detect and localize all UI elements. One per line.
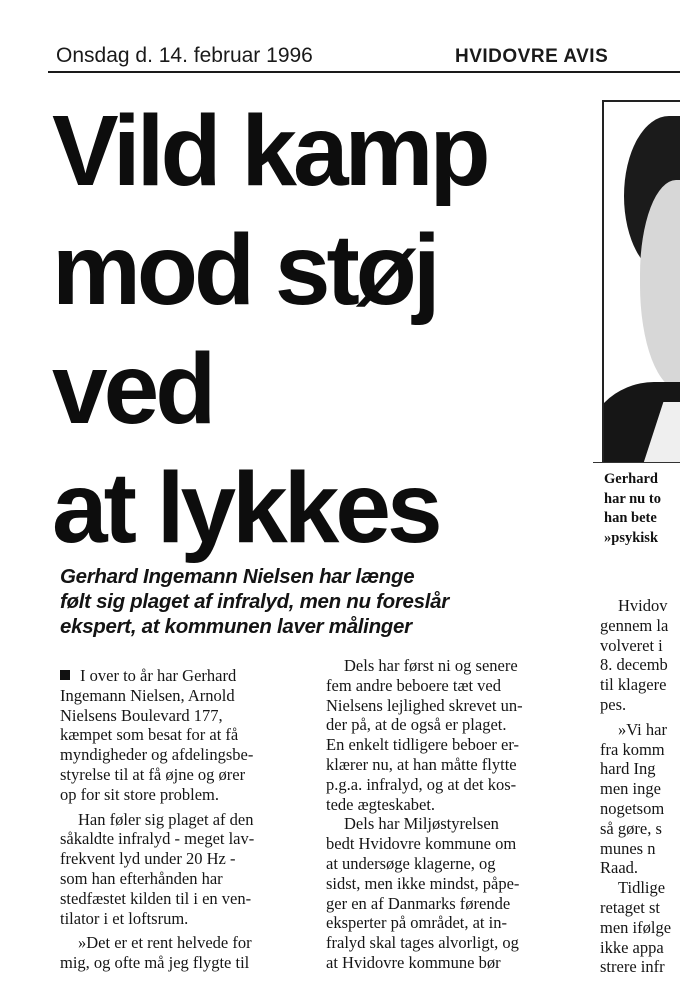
headline-line: Vild kamp: [52, 95, 487, 207]
headline-line: mod støj: [52, 214, 437, 326]
text-line: så gøre, s: [600, 818, 662, 838]
issue-date: Onsdag d. 14. februar 1996: [56, 44, 313, 67]
text-line: men inge: [600, 779, 661, 799]
text-line: frekvent lyd under 20 Hz -: [60, 849, 236, 869]
text-line: eksperter på området, at in-: [326, 913, 507, 933]
text-line: tede ægteskabet.: [326, 794, 436, 814]
text-line: bedt Hvidovre kommune om: [326, 834, 517, 854]
subhead-line: følt sig plaget af infralyd, men nu foreslår: [60, 590, 449, 613]
text-line: Raad.: [600, 858, 639, 878]
text-line: munes n: [600, 838, 656, 858]
text-line: klærer nu, at han måtte flytte: [326, 754, 517, 774]
text-line: tilator i et loftsrum.: [60, 908, 189, 928]
text-line: volveret i: [600, 635, 663, 655]
text-line: myndigheder og afdelingsbe-: [60, 745, 254, 765]
text-line: strere infr: [600, 957, 665, 977]
text-line: til klagere: [600, 675, 667, 695]
caption-line: »psykisk: [604, 529, 659, 546]
text-line: fra komm: [600, 739, 665, 759]
text-line: som han efterhånden har: [60, 868, 223, 888]
photo-caption: [604, 470, 680, 548]
text-line: Dels har Miljøstyrelsen: [344, 814, 499, 834]
portrait-photo: [602, 100, 680, 462]
article-column-1: [60, 666, 302, 973]
text-line: at undersøge klagerne, og: [326, 853, 496, 873]
subhead-line: Gerhard Ingemann Nielsen har længe: [60, 565, 415, 588]
text-line: Ingemann Nielsen, Arnold: [60, 685, 235, 705]
text-line: kæmpet som besat for at få: [60, 725, 239, 745]
paragraph: [60, 810, 302, 929]
headline-line: at lykkes: [52, 452, 439, 564]
text-line: nogetsom: [600, 798, 665, 818]
paragraph: [600, 720, 680, 878]
text-line: »Det er et rent helvede for: [78, 933, 252, 953]
text-line: gennem la: [600, 615, 669, 635]
text-line: fem andre beboere tæt ved: [326, 675, 502, 695]
text-line: Nielsens Boulevard 177,: [60, 705, 223, 725]
text-line: såkaldte infralyd - meget lav-: [60, 829, 255, 849]
masthead: [0, 38, 680, 78]
text-line: der på, at de også er plaget.: [326, 715, 507, 735]
paragraph: [600, 878, 680, 977]
text-line: mig, og ofte må jeg flygte til: [60, 953, 250, 973]
text-line: ikke appa: [600, 937, 664, 957]
text-line: En enkelt tidligere beboer er-: [326, 735, 519, 755]
text-line: Nielsens lejlighed skrevet un-: [326, 695, 523, 715]
text-line: retaget st: [600, 897, 661, 917]
article-column-2: [326, 656, 576, 973]
text-line: »Vi har: [618, 719, 667, 739]
text-line: fralyd skal tages alvorligt, og: [326, 933, 519, 953]
text-line: at Hvidovre kommune bør: [326, 952, 501, 972]
paragraph: [326, 656, 576, 814]
masthead-rule: [48, 71, 680, 73]
newspaper-name: HVIDOVRE AVIS: [455, 46, 609, 67]
text-line: Han føler sig plaget af den: [78, 809, 254, 829]
text-line: men ifølge: [600, 917, 672, 937]
caption-line: han bete: [604, 510, 657, 526]
text-line: op for sit store problem.: [60, 784, 220, 804]
text-line: hard Ing: [600, 759, 656, 779]
article-column-3-cropped: [600, 596, 680, 977]
text-line: stedfæstet kilden til i en ven-: [60, 888, 252, 908]
text-line: Dels har først ni og senere: [344, 656, 518, 675]
subhead-line: ekspert, at kommunen laver målinger: [60, 615, 412, 638]
headline-line: ved: [52, 333, 213, 445]
text-line: Hvidov: [618, 596, 668, 615]
text-line: I over to år har Gerhard: [80, 666, 237, 685]
paragraph: [326, 814, 576, 972]
paragraph: [600, 596, 680, 715]
paragraph: [60, 666, 302, 805]
square-bullet-icon: [60, 670, 70, 680]
text-line: ger en af Danmarks førende: [326, 893, 511, 913]
text-line: 8. decemb: [600, 655, 668, 675]
text-line: Tidlige: [618, 878, 666, 898]
text-line: sidst, men ikke mindst, påpe-: [326, 873, 520, 893]
subheadline: [60, 564, 580, 639]
text-line: styrelse til at få øjne og ører: [60, 764, 246, 784]
caption-line: har nu to: [604, 490, 661, 507]
paragraph: [60, 933, 302, 973]
caption-rule: [593, 462, 680, 463]
text-line: pes.: [600, 694, 627, 714]
headline: [52, 92, 612, 568]
text-line: p.g.a. infralyd, og at det kos-: [326, 774, 517, 794]
caption-line: Gerhard: [604, 471, 658, 487]
